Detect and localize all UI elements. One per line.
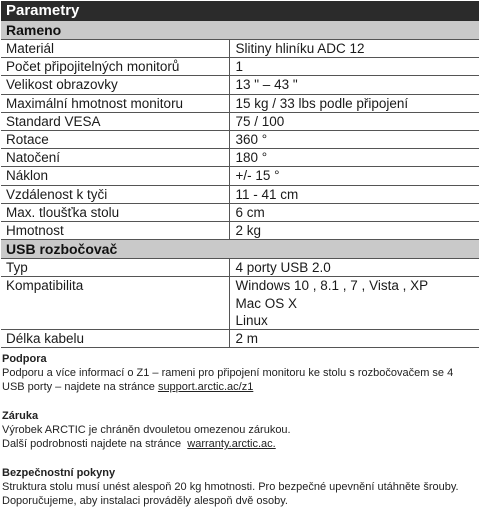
spec-value: Slitiny hliníku ADC 12: [229, 40, 479, 58]
spec-key: Velikost obrazovky: [1, 76, 229, 94]
spec-value: 75 / 100: [229, 112, 479, 130]
support-text: Podporu a více informací o Z1 – rameni pro připojení monitoru ke stolu s rozbočovačem se 4 USB porty – najdete na stránce support.arctic.ac/z1: [2, 367, 454, 394]
spec-key: Kompatibilita: [1, 277, 229, 330]
table-row: [1, 277, 479, 330]
compat-os-windows: Windows 10 , 8.1 , 7 , Vista , XP: [235, 278, 429, 294]
table-row: [1, 330, 479, 348]
spec-value: 180 °: [229, 149, 479, 167]
spec-value: 6 cm: [229, 203, 479, 221]
spec-value: 360 °: [229, 131, 479, 149]
spec-key: Max. tloušťka stolu: [1, 203, 229, 221]
section-heading-usb-hub: USB rozbočovač: [1, 240, 479, 259]
spec-key: Rotace: [1, 131, 229, 149]
support-link[interactable]: support.arctic.ac/z1: [157, 381, 254, 394]
table-row: [1, 94, 479, 112]
arm-spec-table: [1, 40, 479, 240]
spec-value: 13 " – 43 ": [229, 76, 479, 94]
spec-value: 4 porty USB 2.0: [229, 259, 479, 277]
table-row: [1, 167, 479, 185]
spec-value: 11 - 41 cm: [229, 185, 479, 203]
spec-key: Hmotnost: [1, 222, 229, 240]
notes: [1, 348, 479, 508]
spec-value: 15 kg / 33 lbs podle připojení: [229, 94, 479, 112]
compat-os-linux: Linux: [235, 312, 268, 328]
safety-title: Bezpečnostní pokyny: [2, 467, 116, 480]
spec-key: Natočení: [1, 149, 229, 167]
warranty-link[interactable]: warranty.arctic.ac.: [187, 438, 276, 451]
spec-key: Vzdálenost k tyči: [1, 185, 229, 203]
safety-text: Struktura stolu musí unést alespoň 20 kg hmotnosti. Pro bezpečné upevnění utáhněte šrouby. Doporučujeme, aby instalaci prováděly alespoň dvě osoby.: [2, 481, 459, 508]
warranty-line-2: Další podrobnosti najdete na stránce warranty.arctic.ac.: [2, 438, 276, 451]
compat-os-mac: Mac OS X: [235, 295, 298, 311]
support-note: [2, 352, 478, 394]
spec-value: 2 kg: [229, 222, 479, 240]
spec-value-list: [229, 277, 479, 330]
spec-value: +/- 15 °: [229, 167, 479, 185]
section-heading-arm: Rameno: [1, 21, 479, 40]
table-row: [1, 58, 479, 76]
warranty-note: [2, 409, 478, 451]
usb-hub-spec-table: [1, 259, 479, 348]
spec-key: Materiál: [1, 40, 229, 58]
warranty-line-1: Výrobek ARCTIC je chráněn dvouletou omezenou zárukou.: [2, 424, 291, 437]
spec-key: Náklon: [1, 167, 229, 185]
table-row: [1, 222, 479, 240]
table-row: [1, 203, 479, 221]
spec-key: Maximální hmotnost monitoru: [1, 94, 229, 112]
table-row: [1, 76, 479, 94]
table-row: [1, 112, 479, 130]
warranty-title: Záruka: [2, 410, 39, 423]
spec-value: 1: [229, 58, 479, 76]
spec-key: Typ: [1, 259, 229, 277]
spec-key: Délka kabelu: [1, 330, 229, 348]
safety-note: [2, 466, 478, 508]
table-row: [1, 185, 479, 203]
spec-key: Standard VESA: [1, 112, 229, 130]
page-title: Parametry: [1, 1, 479, 21]
table-row: [1, 40, 479, 58]
table-row: [1, 149, 479, 167]
support-title: Podpora: [2, 353, 47, 366]
table-row: [1, 259, 479, 277]
spec-value: 2 m: [229, 330, 479, 348]
spec-key: Počet připojitelných monitorů: [1, 58, 229, 76]
table-row: [1, 131, 479, 149]
